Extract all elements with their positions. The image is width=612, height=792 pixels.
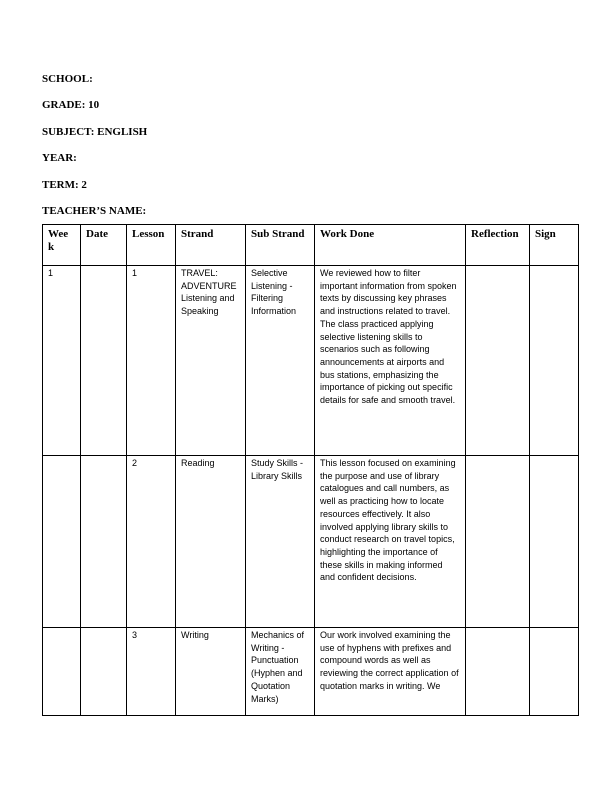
- cell-lesson: 1: [127, 266, 176, 456]
- cell-work-done: Our work involved examining the use of hyphens with prefixes and compound words as well as reviewing the correct application of quotation marks in writing. We: [315, 628, 466, 716]
- cell-strand: Writing: [176, 628, 246, 716]
- header-lesson: Lesson: [127, 225, 176, 266]
- header-strand: Strand: [176, 225, 246, 266]
- school-label: SCHOOL:: [42, 73, 93, 85]
- cell-sign: [530, 456, 579, 628]
- table-row: [43, 456, 579, 628]
- cell-reflection: [466, 456, 530, 628]
- header-sign: Sign: [530, 225, 579, 266]
- header-date: Date: [81, 225, 127, 266]
- cell-sub-strand: Study Skills - Library Skills: [246, 456, 315, 628]
- cell-week: [43, 456, 81, 628]
- header-week: Wee k: [43, 225, 81, 266]
- cell-lesson: 2: [127, 456, 176, 628]
- table-row: [43, 266, 579, 456]
- cell-week: 1: [43, 266, 81, 456]
- cell-strand: TRAVEL: ADVENTURE Listening and Speaking: [176, 266, 246, 456]
- cell-date: [81, 456, 127, 628]
- cell-sub-strand: Mechanics of Writing - Punctuation (Hyphen and Quotation Marks): [246, 628, 315, 716]
- cell-work-done: We reviewed how to filter important information from spoken texts by discussing key phrases and instructions related to travel. The class practiced applying selective listening skills to scenarios such as following announcements at airports and bus stations, emphasizing the importance of picking out specific details for safe and smooth travel.: [315, 266, 466, 456]
- cell-lesson: 3: [127, 628, 176, 716]
- table-header-row: [43, 225, 579, 266]
- cell-reflection: [466, 628, 530, 716]
- header-reflection: Reflection: [466, 225, 530, 266]
- year-label: YEAR:: [42, 152, 77, 164]
- cell-week: [43, 628, 81, 716]
- cell-sub-strand: Selective Listening - Filtering Information: [246, 266, 315, 456]
- cell-sign: [530, 628, 579, 716]
- term-label: TERM: 2: [42, 179, 87, 191]
- lesson-record-table: [42, 224, 579, 716]
- teacher-name-label: TEACHER’S NAME:: [42, 205, 147, 217]
- cell-work-done: This lesson focused on examining the purpose and use of library catalogues and call numbers, as well as practicing how to locate resources effectively. It also involved applying library skills to conduct research on travel topics, highlighting the importance of these skills in making informed and confident decisions.: [315, 456, 466, 628]
- header-work-done: Work Done: [315, 225, 466, 266]
- cell-date: [81, 266, 127, 456]
- cell-strand: Reading: [176, 456, 246, 628]
- cell-date: [81, 628, 127, 716]
- table-row: [43, 628, 579, 716]
- header-sub-strand: Sub Strand: [246, 225, 315, 266]
- subject-label: SUBJECT: ENGLISH: [42, 126, 148, 138]
- cell-sign: [530, 266, 579, 456]
- cell-reflection: [466, 266, 530, 456]
- grade-label: GRADE: 10: [42, 99, 100, 111]
